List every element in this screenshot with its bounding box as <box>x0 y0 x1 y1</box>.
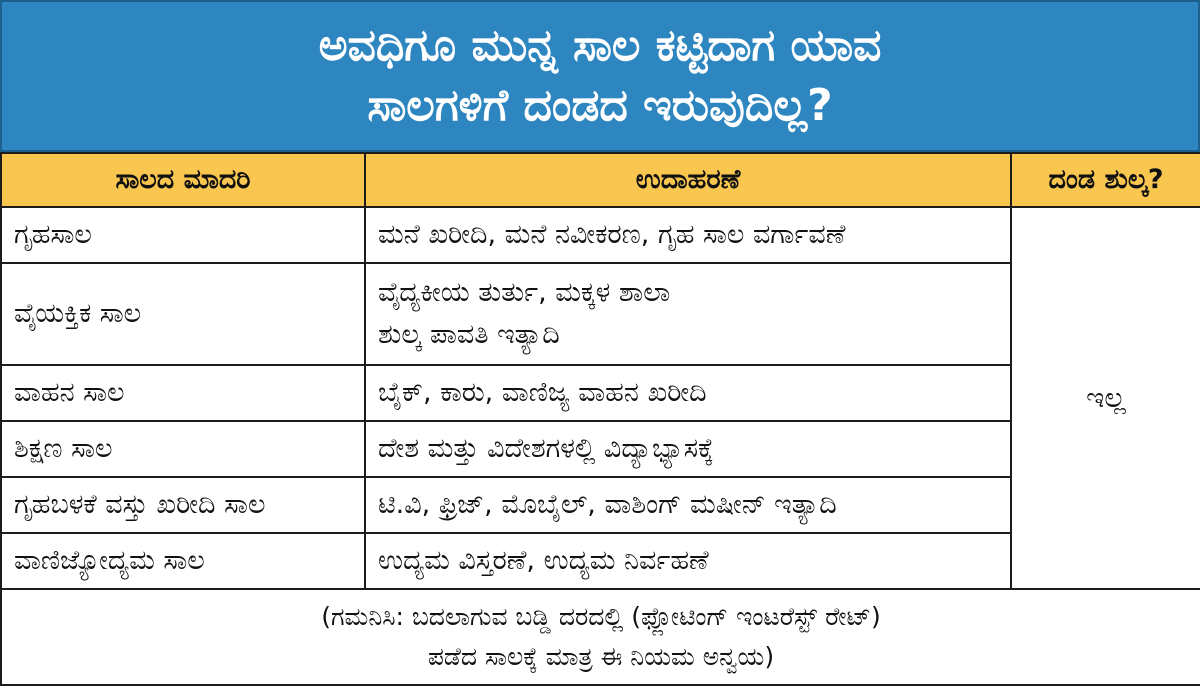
footnote-line-2: ಪಡೆದ ಸಾಲಕ್ಕೆ ಮಾತ್ರ ಈ ನಿಯಮ ಅನ್ವಯ) <box>427 642 775 671</box>
example-text: ಮನೆ ಖರೀದಿ, ಮನೆ ನವೀಕರಣ, ಗೃಹ ಸಾಲ ವರ್ಗಾವಣೆ <box>378 219 846 250</box>
header-penalty: ದಂಡ ಶುಲ್ಕ? <box>1011 153 1200 207</box>
loan-type-cell: ವಾಣಿಜ್ಯೋದ್ಯಮ ಸಾಲ <box>1 533 365 589</box>
footnote-line-1: (ಗಮನಿಸಿ: ಬದಲಾಗುವ ಬಡ್ಡಿ ದರದಲ್ಲಿ (ಫ್ಲೋಟಿಂಗ್ ಇಂಟರೆಸ್ಟ್ ರೇಟ್) <box>321 602 881 631</box>
title-line-1: ಅವಧಿಗೂ ಮುನ್ನ ಸಾಲ ಕಟ್ಟಿದಾಗ ಯಾವ <box>318 20 882 71</box>
example-text: ಉದ್ಯಮ ವಿಸ್ತರಣೆ, ಉದ್ಯಮ ನಿರ್ವಹಣೆ <box>378 545 709 576</box>
example-text: ಬೈಕ್, ಕಾರು, ವಾಣಿಜ್ಯ ವಾಹನ ಖರೀದಿ <box>378 377 707 408</box>
example-text: ದೇಶ ಮತ್ತು ವಿದೇಶಗಳಲ್ಲಿ ವಿದ್ಯಾಭ್ಯಾಸಕ್ಕೆ <box>378 433 714 464</box>
example-text: ವೈದ್ಯಕೀಯ ತುರ್ತು, ಮಕ್ಕಳ ಶಾಲಾ <box>378 277 671 308</box>
table-row <box>1 207 1200 263</box>
example-text: ಶುಲ್ಕ ಪಾವತಿ ಇತ್ಯಾದಿ <box>378 319 560 350</box>
example-cell <box>365 421 1011 477</box>
footnote-cell <box>1 589 1200 685</box>
loan-type-cell: ವೈಯಕ್ತಿಕ ಸಾಲ <box>1 263 365 365</box>
example-cell <box>365 207 1011 263</box>
example-cell <box>365 533 1011 589</box>
loan-type-cell: ವಾಹನ ಸಾಲ <box>1 365 365 421</box>
loan-penalty-table <box>0 152 1200 686</box>
footnote-row <box>1 589 1200 685</box>
header-example: ಉದಾಹರಣೆ <box>365 153 1011 207</box>
example-cell <box>365 477 1011 533</box>
penalty-cell: ಇಲ್ಲ <box>1011 207 1200 589</box>
loan-type-cell: ಶಿಕ್ಷಣ ಸಾಲ <box>1 421 365 477</box>
title-line-2: ಸಾಲಗಳಿಗೆ ದಂಡದ ಇರುವುದಿಲ್ಲ? <box>367 80 833 131</box>
header-loan-type: ಸಾಲದ ಮಾದರಿ <box>1 153 365 207</box>
loan-type-cell: ಗೃಹಬಳಕೆ ವಸ್ತು ಖರೀದಿ ಸಾಲ <box>1 477 365 533</box>
table-header-row <box>1 153 1200 207</box>
loan-type-cell: ಗೃಹಸಾಲ <box>1 207 365 263</box>
title-banner <box>0 0 1200 152</box>
example-text: ಟಿ.ವಿ, ಫ್ರಿಜ್, ಮೊಬೈಲ್, ವಾಶಿಂಗ್ ಮಷೀನ್ ಇತ್ಯಾದಿ <box>378 489 837 520</box>
example-cell <box>365 365 1011 421</box>
example-cell <box>365 263 1011 365</box>
